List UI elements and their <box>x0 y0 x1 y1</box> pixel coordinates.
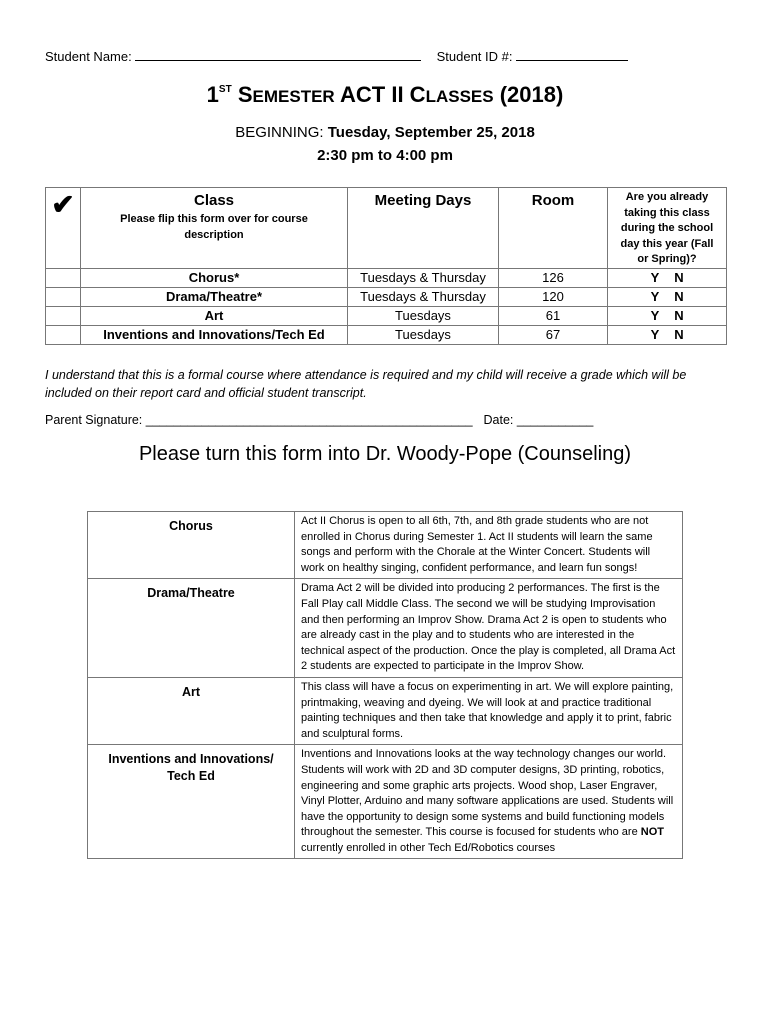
title-lasses: LASSES <box>425 87 494 106</box>
row-class-name: Chorus* <box>81 268 348 287</box>
date-field[interactable]: ___________ <box>516 413 594 427</box>
no-option[interactable]: N <box>674 270 684 285</box>
row-meeting-days: Tuesdays & Thursday <box>348 287 499 306</box>
table-row <box>46 306 727 325</box>
desc-text-part: Inventions and Innovations looks at the way technology changes our world. Students will work with 2D and 3D computer designs, 3D printing, robotics, engineering and some graphic arts projects. Wood shop, Laser Engraver, Vinyl Plotter, Arduino and many software applications are used. Students will have the opportunity to design some systems and build functioning models throughout the semester. This course is focused for students who are <box>301 748 674 839</box>
class-column-header <box>81 188 348 269</box>
table-row <box>88 677 683 744</box>
row-yes-no <box>608 268 727 287</box>
course-name: Drama/Theatre <box>88 579 295 678</box>
days-header-label: Meeting Days <box>374 192 472 209</box>
signature-row <box>45 413 593 427</box>
no-option[interactable]: N <box>674 289 684 304</box>
title-ordinal-suffix: ST <box>218 83 232 95</box>
yes-option[interactable]: Y <box>650 289 660 304</box>
student-name-label: Student Name: <box>45 49 132 64</box>
student-id-field[interactable] <box>516 48 628 61</box>
room-header-label: Room <box>531 192 575 209</box>
title-emester: EMESTER <box>252 87 335 106</box>
desc-text-part: currently enrolled in other Tech Ed/Robotics courses <box>301 841 556 854</box>
attendance-statement: I understand that this is a formal course where attendance is required and my child will receive a grade which will be included on their report card and official student transcript. <box>45 368 687 400</box>
course-description-table <box>87 511 683 859</box>
date-label: Date: <box>483 413 514 427</box>
check-column-header <box>46 188 81 269</box>
row-yes-no <box>608 325 727 344</box>
student-name-field[interactable] <box>135 48 421 61</box>
table-header-row <box>46 188 727 269</box>
row-meeting-days: Tuesdays <box>348 306 499 325</box>
row-room: 61 <box>499 306 608 325</box>
checkmark-icon: ✔ <box>51 189 75 220</box>
row-check-box[interactable] <box>46 306 81 325</box>
course-name: Inventions and Innovations/ Tech Ed <box>88 745 295 859</box>
class-selection-table <box>45 187 727 345</box>
course-description: Drama Act 2 will be divided into producing 2 performances. The first is the Fall Play call Middle Class. The second we will be studying Improvisation and then performing an Improv Show. Drama Act 2 is open to students who are already cast in the play and to students who are interested in the technical aspect of the production. Once the play is completed, all Drama Act 2 students are expected to participate in the Improv Show. <box>295 579 683 678</box>
room-column-header <box>499 188 608 269</box>
row-room: 67 <box>499 325 608 344</box>
table-row <box>46 268 727 287</box>
row-class-name: Inventions and Innovations/Tech Ed <box>81 325 348 344</box>
table-row <box>88 512 683 579</box>
title-s: S <box>237 82 253 107</box>
days-column-header <box>348 188 499 269</box>
yes-option[interactable]: Y <box>650 270 660 285</box>
course-description <box>295 745 683 859</box>
table-row <box>88 579 683 678</box>
course-name: Chorus <box>88 512 295 579</box>
no-option[interactable]: N <box>674 308 684 323</box>
beginning-line <box>0 124 770 141</box>
no-option[interactable]: N <box>674 327 684 342</box>
yes-option[interactable]: Y <box>650 308 660 323</box>
row-check-box[interactable] <box>46 325 81 344</box>
already-header-label: Are you already taking this class during the school day this year (Fall or Spring)? <box>620 191 714 265</box>
row-meeting-days: Tuesdays & Thursday <box>348 268 499 287</box>
beginning-date: Tuesday, September 25, 2018 <box>327 124 535 141</box>
course-name: Art <box>88 677 295 744</box>
student-info-row <box>45 48 628 64</box>
title-year: (2018) <box>499 82 564 107</box>
beginning-label: BEGINNING: <box>235 124 324 141</box>
desc-text-emphasis: NOT <box>640 826 664 839</box>
row-check-box[interactable] <box>46 287 81 306</box>
course-description: This class will have a focus on experimenting in art. We will explore painting, printmaking, weaving and dyeing. We will look at and practice traditional painting techniques and then take that knowledge and apply it to print, fabric and sculptural forms. <box>295 677 683 744</box>
row-room: 120 <box>499 287 608 306</box>
course-description: Act II Chorus is open to all 6th, 7th, and 8th grade students who are not enrolled in Chorus during Semester 1. Act II students will learn the same songs and perform with the Chorale at the Winter Concert. Students will work on healthy singing, confident performance, and learn fun songs! <box>295 512 683 579</box>
beginning-time: 2:30 pm to 4:00 pm <box>317 147 453 164</box>
row-room: 126 <box>499 268 608 287</box>
table-row <box>46 325 727 344</box>
row-class-name: Drama/Theatre* <box>81 287 348 306</box>
page-title <box>0 82 770 108</box>
row-yes-no <box>608 306 727 325</box>
student-id-label: Student ID #: <box>436 49 513 64</box>
class-header-note: Please flip this form over for course description <box>120 213 308 241</box>
turn-in-instruction: Please turn this form into Dr. Woody-Pope (Counseling) <box>138 443 632 465</box>
table-row <box>88 745 683 859</box>
table-row <box>46 287 727 306</box>
parent-signature-label: Parent Signature: <box>45 413 143 427</box>
row-yes-no <box>608 287 727 306</box>
parent-signature-field[interactable]: _______________________________________________ <box>145 413 473 427</box>
yes-option[interactable]: Y <box>650 327 660 342</box>
row-meeting-days: Tuesdays <box>348 325 499 344</box>
class-header-label: Class <box>193 192 235 209</box>
title-ordinal: 1 <box>206 82 219 107</box>
row-check-box[interactable] <box>46 268 81 287</box>
row-class-name: Art <box>81 306 348 325</box>
title-act: ACT II C <box>340 82 426 107</box>
already-column-header <box>608 188 727 269</box>
